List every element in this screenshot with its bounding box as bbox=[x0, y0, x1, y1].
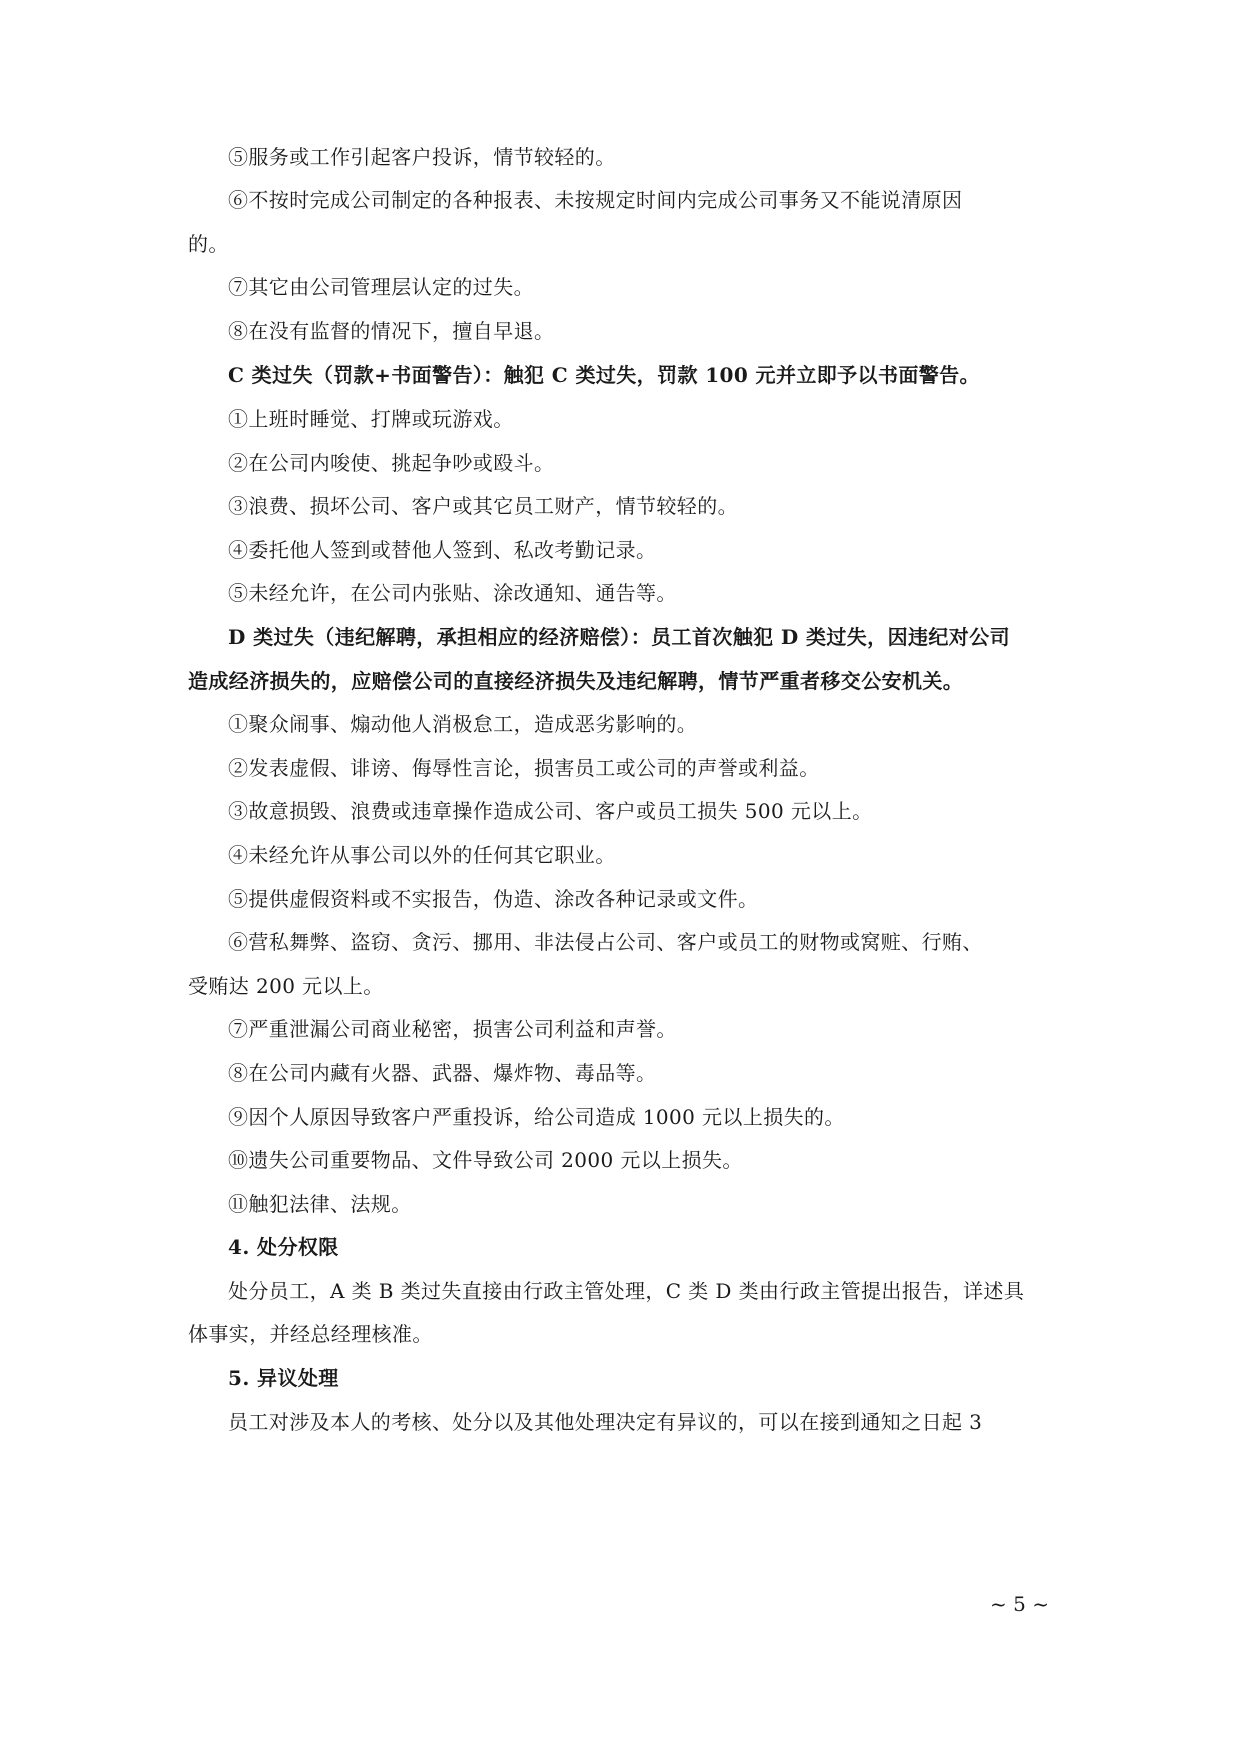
class-d-item-10: ⑩遗失公司重要物品、文件导致公司 2000 元以上损失。 bbox=[228, 1148, 743, 1172]
class-d-item-2: ②发表虚假、诽谤、侮辱性言论，损害员工或公司的声誉或利益。 bbox=[228, 756, 820, 780]
class-c-item-2: ②在公司内唆使、挑起争吵或殴斗。 bbox=[228, 451, 555, 475]
class-c-item-5: ⑤未经允许，在公司内张贴、涂改通知、通告等。 bbox=[228, 581, 677, 605]
class-c-heading: C 类过失（罚款+书面警告）：触犯 C 类过失，罚款 100 元并立即予以书面警告。 bbox=[228, 363, 980, 387]
class-d-item-7: ⑦严重泄漏公司商业秘密，损害公司利益和声誉。 bbox=[228, 1017, 677, 1041]
item-b7: ⑦其它由公司管理层认定的过失。 bbox=[228, 275, 534, 299]
item-b5: ⑤服务或工作引起客户投诉，情节较轻的。 bbox=[228, 145, 616, 169]
item-b6-line2: 的。 bbox=[188, 232, 229, 256]
class-d-item-1: ①聚众闹事、煽动他人消极怠工，造成恶劣影响的。 bbox=[228, 712, 698, 736]
section-4-line1: 处分员工，A 类 B 类过失直接由行政主管处理，C 类 D 类由行政主管提出报告，详述具 bbox=[228, 1279, 1025, 1303]
class-d-item-5: ⑤提供虚假资料或不实报告，伪造、涂改各种记录或文件。 bbox=[228, 887, 759, 911]
class-d-item-6-line2: 受贿达 200 元以上。 bbox=[188, 974, 384, 998]
item-b8: ⑧在没有监督的情况下，擅自早退。 bbox=[228, 319, 555, 343]
class-c-item-3: ③浪费、损坏公司、客户或其它员工财产，情节较轻的。 bbox=[228, 494, 738, 518]
class-d-item-4: ④未经允许从事公司以外的任何其它职业。 bbox=[228, 843, 616, 867]
class-d-item-8: ⑧在公司内藏有火器、武器、爆炸物、毒品等。 bbox=[228, 1061, 657, 1085]
class-d-item-9: ⑨因个人原因导致客户严重投诉，给公司造成 1000 元以上损失的。 bbox=[228, 1105, 845, 1129]
item-b6-line1: ⑥不按时完成公司制定的各种报表、未按规定时间内完成公司事务又不能说清原因 bbox=[228, 188, 963, 212]
class-d-heading-line2: 造成经济损失的，应赔偿公司的直接经济损失及违纪解聘，情节严重者移交公安机关。 bbox=[188, 669, 964, 693]
section-4-line2: 体事实，并经总经理核准。 bbox=[188, 1322, 433, 1346]
page-number: ~ 5 ~ bbox=[990, 1592, 1049, 1616]
section-5-line1: 员工对涉及本人的考核、处分以及其他处理决定有异议的，可以在接到通知之日起 3 bbox=[228, 1410, 983, 1434]
class-d-item-11: ⑪触犯法律、法规。 bbox=[228, 1192, 412, 1216]
class-d-heading-line1: D 类过失（违纪解聘，承担相应的经济赔偿）：员工首次触犯 D 类过失，因违纪对公司 bbox=[228, 625, 1010, 649]
class-d-item-3: ③故意损毁、浪费或违章操作造成公司、客户或员工损失 500 元以上。 bbox=[228, 799, 873, 823]
class-d-item-6-line1: ⑥营私舞弊、盗窃、贪污、挪用、非法侵占公司、客户或员工的财物或窝赃、行贿、 bbox=[228, 930, 983, 954]
class-c-item-1: ①上班时睡觉、打牌或玩游戏。 bbox=[228, 407, 514, 431]
class-c-item-4: ④委托他人签到或替他人签到、私改考勤记录。 bbox=[228, 538, 657, 562]
section-5-heading: 5. 异议处理 bbox=[228, 1366, 339, 1390]
section-4-heading: 4. 处分权限 bbox=[228, 1235, 339, 1259]
